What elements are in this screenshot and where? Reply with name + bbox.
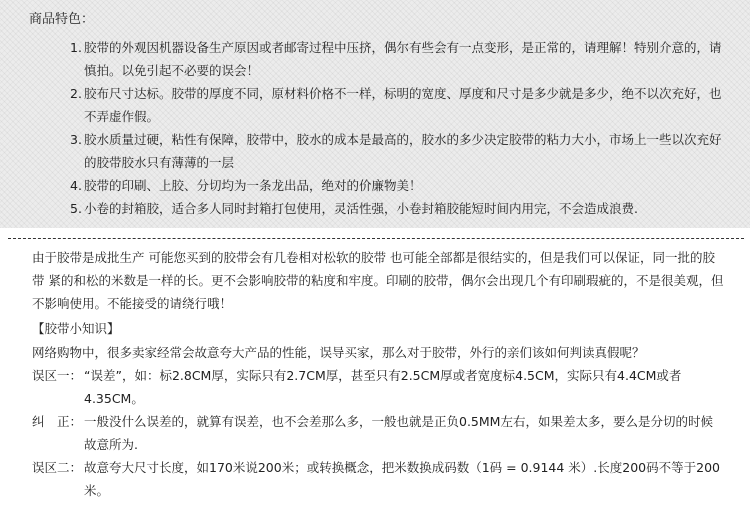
row-label: 纠 正： xyxy=(32,414,83,429)
row-text: 故意夸大尺寸长度，如170米说200米；或转换概念，把米数换成码数（1码 = 0.9144 米）.长度200码不等于200米。 xyxy=(84,460,720,498)
knowledge-heading: 【胶带小知识】 xyxy=(32,321,120,336)
row-text: 一般没什么误差的，就算有误差，也不会差那么多，一般也就是正负0.5MM左右，如果差太多，要么是分切的时候故意所为. xyxy=(84,414,713,452)
feature-number: 2. xyxy=(70,86,82,101)
dashed-divider xyxy=(8,238,744,239)
feature-item xyxy=(70,174,730,197)
feature-number: 1. xyxy=(70,40,82,55)
feature-text: 胶水质量过硬，粘性有保障，胶带中，胶水的成本是最高的，胶水的多少决定胶带的粘力大小，市场上一些以次充好的胶带胶水只有薄薄的一层 xyxy=(84,132,722,170)
feature-item xyxy=(70,36,730,82)
intro-paragraph: 由于胶带是成批生产 可能您买到的胶带会有几卷相对松软的胶带 也可能全部都是很结实的，但是我们可以保证，同一批的胶带 紧的和松的米数是一样的长。更不会影响胶带的粘度和牢度。印刷的胶带，偶尔会出现几个有印刷瑕疵的，不是很美观，但不影响使用。不能接受的请绕行哦！ xyxy=(32,250,724,311)
row-text: “误差”，如：标2.8CM厚，实际只有2.7CM厚，甚至只有2.5CM厚或者宽度标4.5CM，实际只有4.4CM或者4.35CM。 xyxy=(84,368,682,406)
row-label: 误区二： xyxy=(32,460,83,475)
features-title: 商品特色： xyxy=(29,12,95,27)
myth-one-row xyxy=(32,364,724,410)
feature-number: 5. xyxy=(70,201,82,216)
feature-item xyxy=(70,82,730,128)
feature-text: 胶布尺寸达标。胶带的厚度不同，原材料价格不一样，标明的宽度、厚度和尺寸是多少就是多少，绝不以次充好，也不弄虚作假。 xyxy=(84,86,722,124)
feature-number: 4. xyxy=(70,178,82,193)
knowledge-intro: 网络购物中，很多卖家经常会故意夸大产品的性能，误导买家，那么对于胶带，外行的亲们该如何判读真假呢？ xyxy=(32,345,645,360)
feature-item xyxy=(70,128,730,174)
features-list xyxy=(70,36,730,220)
feature-number: 3. xyxy=(70,132,82,147)
row-label: 误区一： xyxy=(32,368,83,383)
feature-item xyxy=(70,197,730,220)
features-panel xyxy=(0,0,750,228)
feature-text: 小卷的封箱胶，适合多人同时封箱打包使用，灵活性强，小卷封箱胶能短时间内用完，不会造成浪费. xyxy=(84,201,638,216)
notes-section xyxy=(32,246,724,502)
feature-text: 胶带的外观因机器设备生产原因或者邮寄过程中压挤，偶尔有些会有一点变形，是正常的，请理解！特别介意的，请慎拍。以免引起不必要的误会！ xyxy=(84,40,722,78)
feature-text: 胶带的印刷、上胶、分切均为一条龙出品，绝对的价廉物美！ xyxy=(84,178,422,193)
correction-row xyxy=(32,410,724,456)
myth-two-row xyxy=(32,456,724,502)
